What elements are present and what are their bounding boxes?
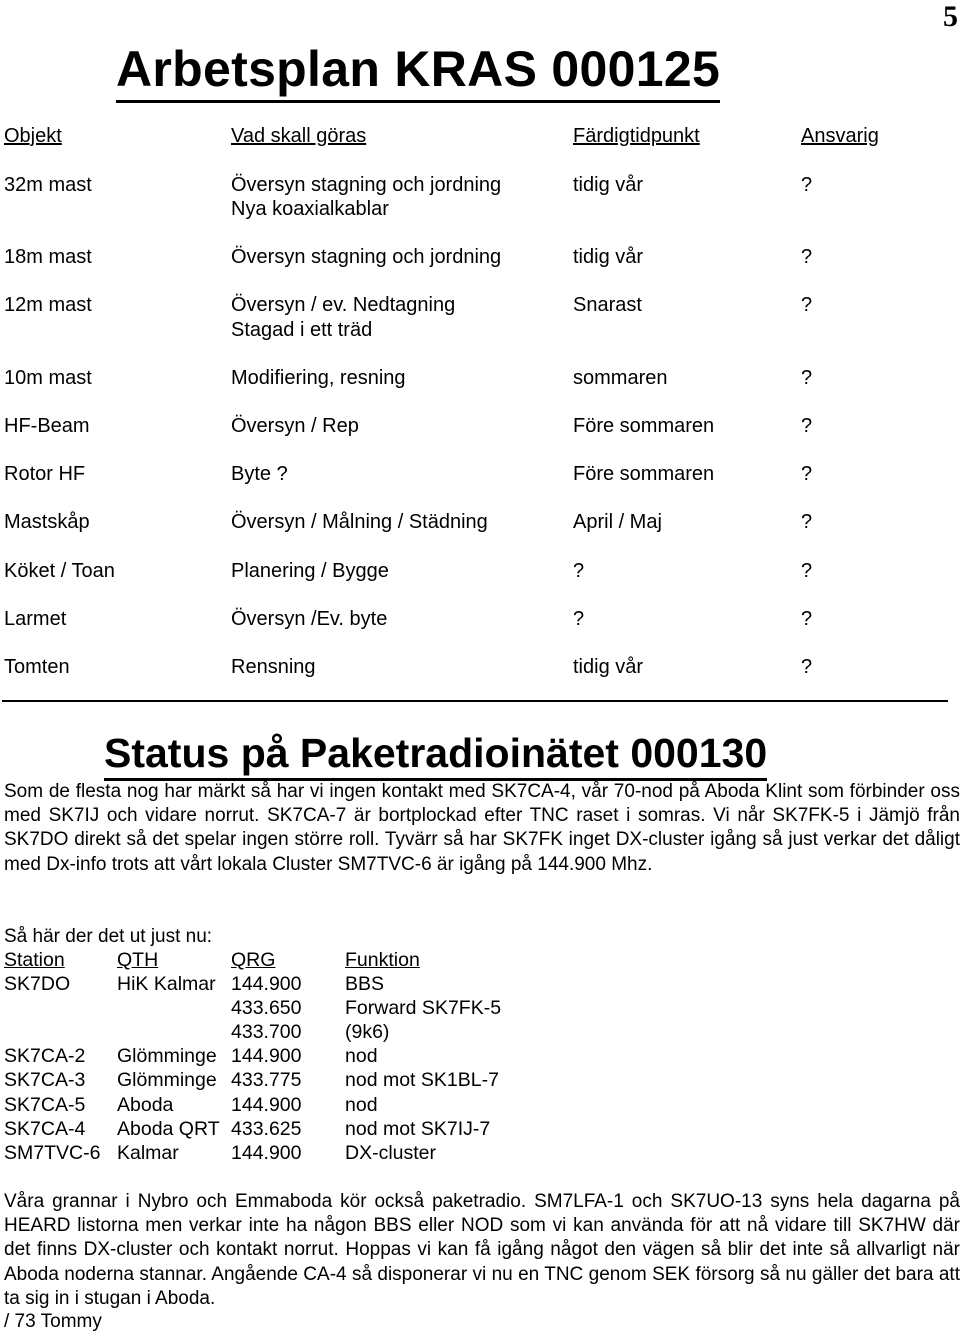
cell-objekt: Rotor HF <box>4 463 86 485</box>
station-list-intro: Så här der det ut just nu: <box>4 926 213 947</box>
cell-station: SM7TVC-6 <box>4 1142 101 1164</box>
header-objekt: Objekt <box>4 125 62 147</box>
cell-tid: Före sommaren <box>573 415 715 437</box>
cell-vad: Översyn / Målning / Städning <box>231 511 488 533</box>
cell-qth: Kalmar <box>117 1142 179 1164</box>
cell-funktion: (9k6) <box>345 1021 390 1043</box>
cell-qth: Glömminge <box>117 1045 217 1067</box>
cell-ansvarig: ? <box>801 463 813 485</box>
cell-ansvarig: ? <box>801 174 813 196</box>
cell-objekt: 12m mast <box>4 294 92 316</box>
cell-vad: Översyn stagning och jordning <box>231 174 502 196</box>
cell-objekt: HF-Beam <box>4 415 90 437</box>
plan-title: Arbetsplan KRAS 000125 <box>116 38 720 103</box>
cell-qrg: 433.700 <box>231 1021 302 1043</box>
cell-vad: Rensning <box>231 656 316 678</box>
cell-funktion: nod <box>345 1045 378 1067</box>
header-station: Station <box>4 949 65 971</box>
cell-funktion: Forward SK7FK-5 <box>345 997 502 1019</box>
cell-tid: ? <box>573 560 585 582</box>
cell-qth: Glömminge <box>117 1069 217 1091</box>
cell-ansvarig: ? <box>801 608 813 630</box>
cell-tid: April / Maj <box>573 511 662 533</box>
station-table <box>0 948 960 1168</box>
cell-tid: Snarast <box>573 294 642 316</box>
cell-vad: Byte ? <box>231 463 288 485</box>
cell-station: SK7CA-2 <box>4 1045 86 1067</box>
cell-objekt: 10m mast <box>4 367 92 389</box>
cell-ansvarig: ? <box>801 246 813 268</box>
cell-qth: HiK Kalmar <box>117 973 216 995</box>
cell-ansvarig: ? <box>801 511 813 533</box>
cell-vad-extra: Nya koaxialkablar <box>231 198 389 220</box>
section-divider <box>2 700 948 702</box>
cell-tid: tidig vår <box>573 246 644 268</box>
cell-vad: Översyn stagning och jordning <box>231 246 502 268</box>
cell-vad: Översyn /Ev. byte <box>231 608 388 630</box>
signature: / 73 Tommy <box>4 1311 102 1332</box>
cell-qth: Aboda QRT <box>117 1118 220 1140</box>
header-qrg: QRG <box>231 949 276 971</box>
status-paragraph-1: Som de flesta nog har märkt så har vi ingen kontakt med SK7CA-4, vår 70-nod på Aboda Klint som förbinder oss med SK7IJ och vidare norrut. SK7CA-7 är bortplockad efter TNC raset i somras. Vi når SK7FK-5 i Jämjö från SK7DO direkt så det spelar ingen större roll. Tyvärr så har SK7FK inget DX-cluster igång så just verkar det dåligt med Dx-info trots att vårt lokala Cluster SM7TVC-6 är igång på 144.900 Mhz. <box>4 781 960 875</box>
cell-funktion: DX-cluster <box>345 1142 437 1164</box>
cell-vad: Översyn / ev. Nedtagning <box>231 294 456 316</box>
cell-objekt: Köket / Toan <box>4 560 115 582</box>
cell-objekt: Tomten <box>4 656 70 678</box>
header-ansvarig: Ansvarig <box>801 125 879 147</box>
cell-tid: ? <box>573 608 585 630</box>
cell-qrg: 144.900 <box>231 973 302 995</box>
cell-vad-extra: Stagad i ett träd <box>231 319 373 341</box>
cell-qth: Aboda <box>117 1094 174 1116</box>
cell-tid: Före sommaren <box>573 463 715 485</box>
cell-ansvarig: ? <box>801 415 813 437</box>
cell-station: SK7CA-4 <box>4 1118 86 1140</box>
cell-funktion: nod mot SK7IJ-7 <box>345 1118 491 1140</box>
header-qth: QTH <box>117 949 159 971</box>
cell-tid: tidig vår <box>573 174 644 196</box>
cell-vad: Planering / Bygge <box>231 560 389 582</box>
cell-objekt: Mastskåp <box>4 511 90 533</box>
cell-qrg: 433.775 <box>231 1069 302 1091</box>
cell-station: SK7CA-3 <box>4 1069 86 1091</box>
cell-objekt: 32m mast <box>4 174 92 196</box>
cell-qrg: 144.900 <box>231 1094 302 1116</box>
cell-tid: sommaren <box>573 367 668 389</box>
cell-station: SK7CA-5 <box>4 1094 86 1116</box>
header-funktion: Funktion <box>345 949 420 971</box>
status-title: Status på Paketradioinätet 000130 <box>104 728 767 781</box>
cell-vad: Översyn / Rep <box>231 415 359 437</box>
header-fardigtidpunkt: Färdigtidpunkt <box>573 125 700 147</box>
cell-vad: Modifiering, resning <box>231 367 406 389</box>
cell-ansvarig: ? <box>801 294 813 316</box>
status-paragraph-2: Våra grannar i Nybro och Emmaboda kör också paketradio. SM7LFA-1 och SK7UO-13 syns hela dagarna på HEARD listorna men verkar inte ha någon BBS eller NOD som vi kan använda för att nå vidare till SK7HW där det finns DX-cluster och kontakt norrut. Hoppas vi kan få igång något den vägen så blir det inte så allvarligt när Aboda noderna stannar. Angående CA-4 så disponerar vi nu en TNC genom SEK försorg så nu gäller det bara att ta sig in i stugan i Aboda. <box>4 1191 960 1309</box>
cell-tid: tidig vår <box>573 656 644 678</box>
cell-funktion: nod mot SK1BL-7 <box>345 1069 499 1091</box>
cell-qrg: 433.650 <box>231 997 302 1019</box>
cell-objekt: 18m mast <box>4 246 92 268</box>
cell-ansvarig: ? <box>801 560 813 582</box>
cell-qrg: 433.625 <box>231 1118 302 1140</box>
cell-station: SK7DO <box>4 973 71 995</box>
cell-ansvarig: ? <box>801 367 813 389</box>
cell-qrg: 144.900 <box>231 1142 302 1164</box>
cell-qrg: 144.900 <box>231 1045 302 1067</box>
cell-objekt: Larmet <box>4 608 67 630</box>
header-vad-skall-goras: Vad skall göras <box>231 125 367 147</box>
cell-funktion: nod <box>345 1094 378 1116</box>
cell-ansvarig: ? <box>801 656 813 678</box>
cell-funktion: BBS <box>345 973 385 995</box>
page-number: 5 <box>943 0 958 33</box>
